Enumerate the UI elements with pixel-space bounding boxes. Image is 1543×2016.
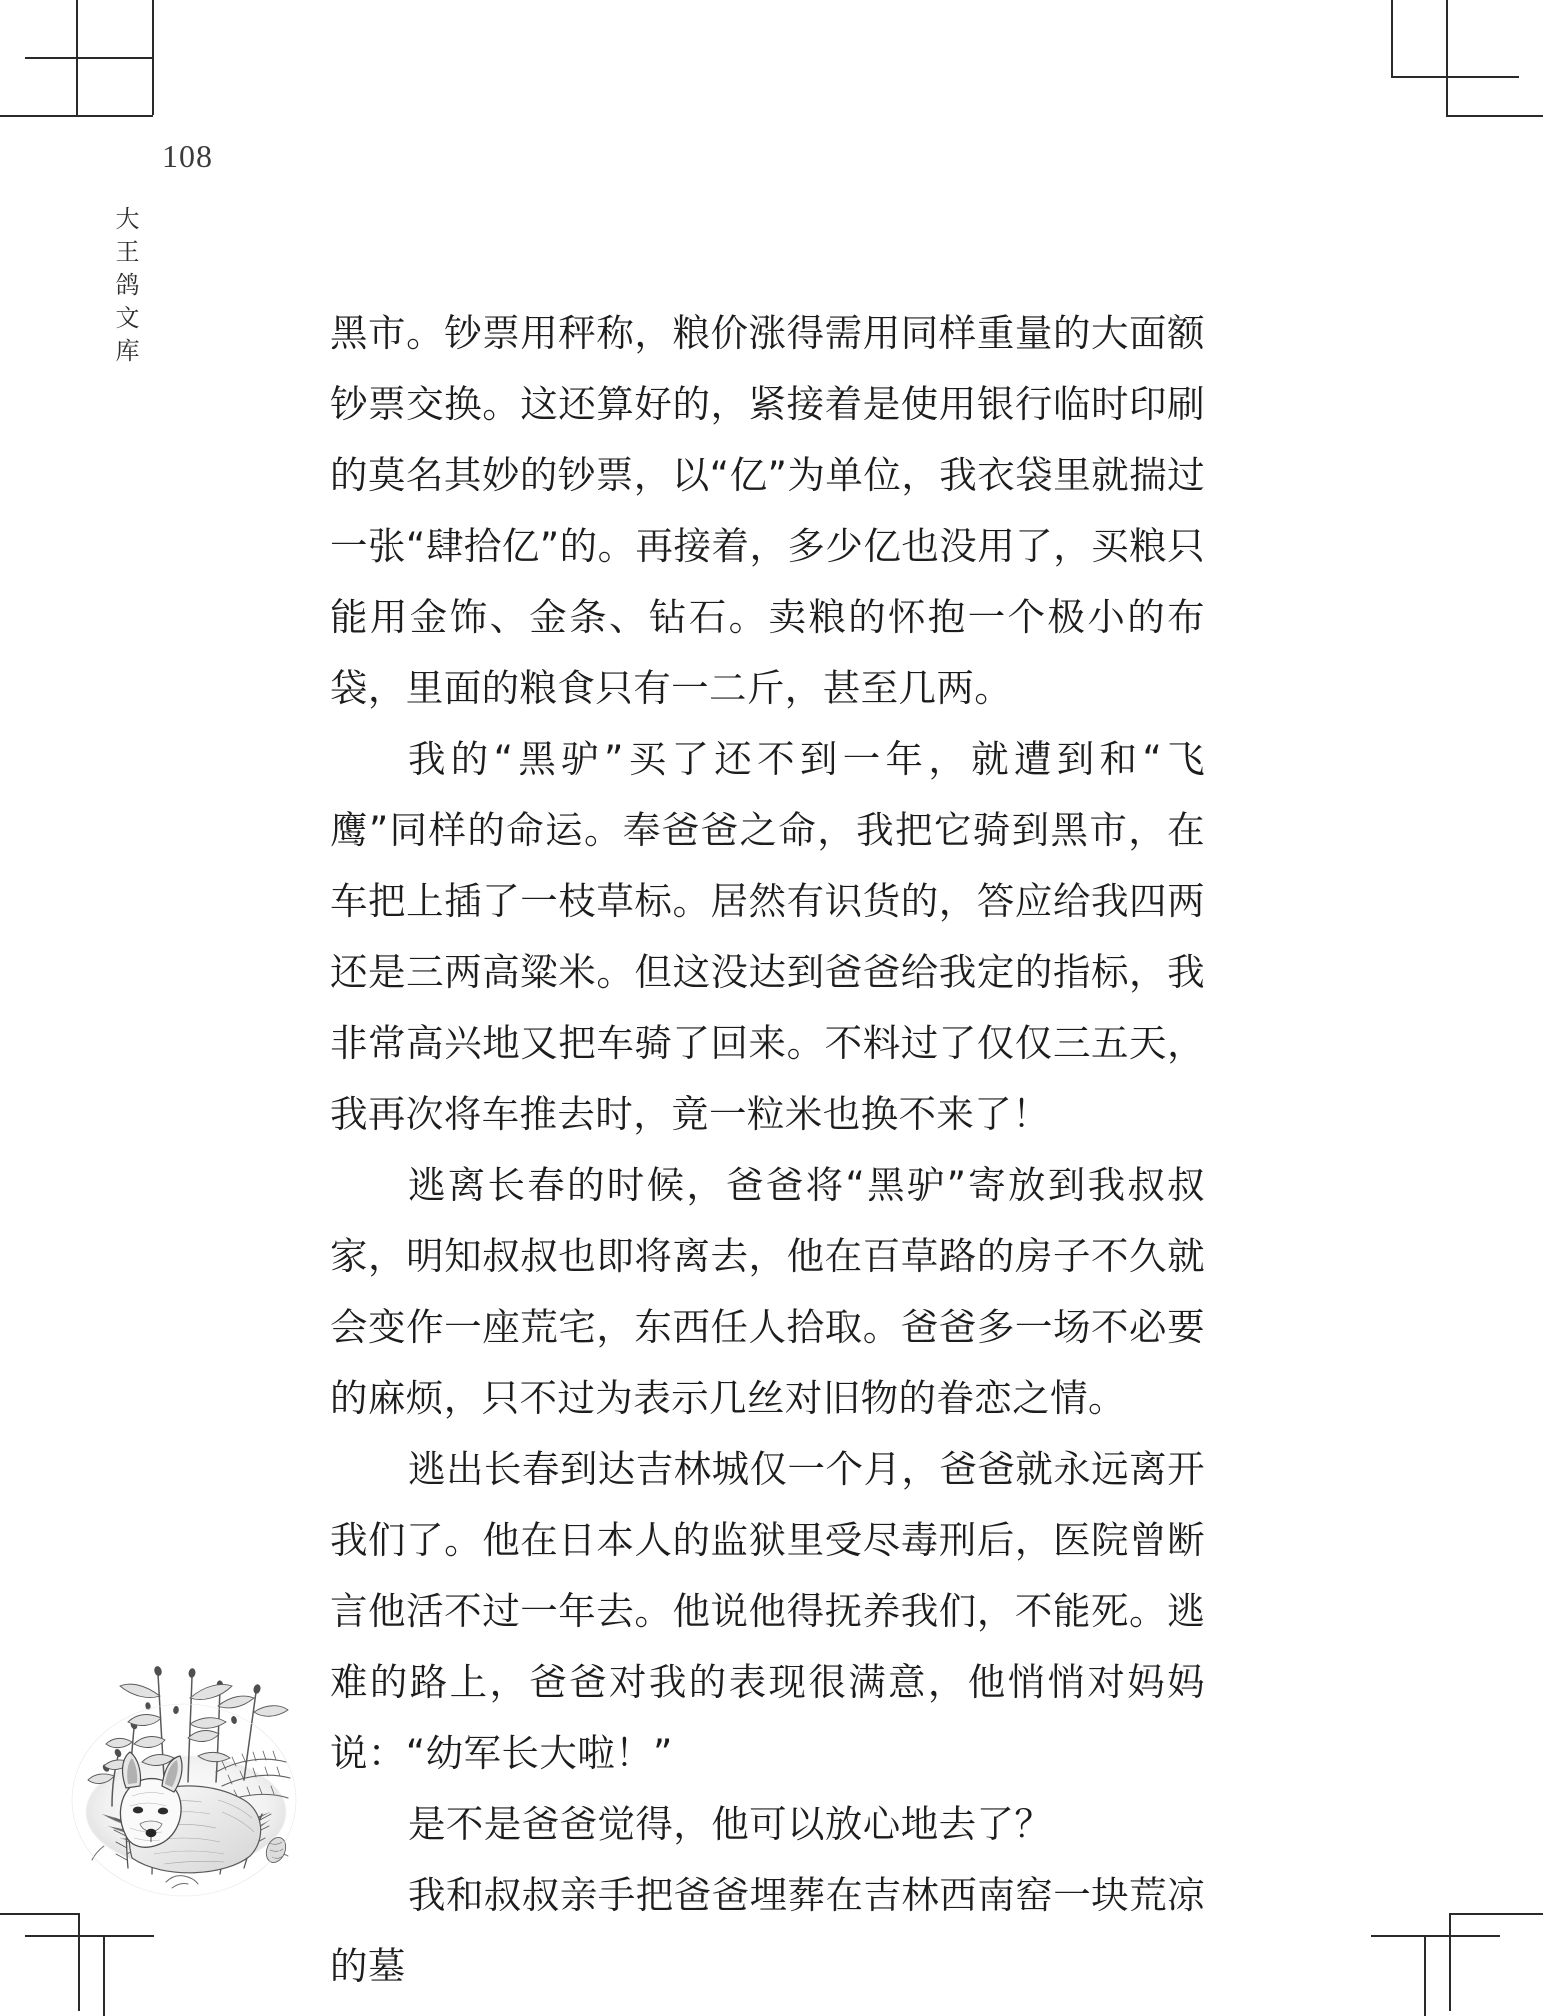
crop-mark-bottom-left-outer-vertical [78,1913,80,2011]
fox-sketch-svg [68,1600,300,1900]
fox-illustration [68,1600,300,1900]
paragraph: 是不是爸爸觉得，他可以放心地去了？ [408,1802,1053,1846]
crop-mark-top-left-outer-horizontal [0,115,76,117]
paragraph: 逃离长春的时候，爸爸将“黑驴”寄放到我叔叔家，明知叔叔也即将离去，他在百草路的房子不久就会变作一座荒宅，东西任人拾取。爸爸多一场不必要的麻烦，只不过为表示几丝对旧物的眷恋之情。 [330,1163,1205,1420]
paragraph: 我的“黑驴”买了还不到一年，就遭到和“飞鹰”同样的命运。奉爸爸之命，我把它骑到黑市，在车把上插了一枝草标。居然有识货的，答应给我四两还是三两高粱米。但这没达到爸爸给我定的指标，我非常高兴地又把车骑了回来。不料过了仅仅三五天，我再次将车推去时，竟一粒米也换不来了！ [330,737,1205,1136]
crop-mark-bottom-right-outer-vertical [1449,1913,1451,2011]
crop-mark-top-right-trim-vertical [1446,20,1448,115]
paragraph: 逃出长春到达吉林城仅一个月，爸爸就永远离开我们了。他在日本人的监狱里受尽毒刑后，医院曾断言他活不过一年去。他说他得抚养我们，不能死。逃难的路上，爸爸对我的表现很满意，他悄悄对妈妈说：“幼军长大啦！” [330,1447,1205,1775]
crop-mark-top-left-trim-horizontal [76,115,153,117]
crop-mark-bottom-left-inner-vertical [103,1935,105,2016]
crop-mark-top-left-inner-horizontal [25,57,153,59]
series-running-head: 大王鸽文库 [111,206,139,371]
crop-mark-top-right-outer-horizontal [1446,115,1543,117]
crop-mark-bottom-left-outer-horizontal [0,1913,79,1915]
crop-mark-top-right-inner-vertical [1391,0,1393,76]
crop-mark-top-left-inner-vertical [152,0,154,57]
crop-mark-bottom-right-inner-horizontal [1371,1935,1500,1937]
fox-nose [146,1829,157,1837]
crop-mark-bottom-left-inner-horizontal [25,1935,154,1937]
fox-eye-right [158,1808,168,1815]
body-text-block [330,298,1205,2002]
page-number: 108 [162,138,213,174]
paragraph: 我和叔叔亲手把爸爸埋葬在吉林西南窑一块荒凉的墓 [330,1873,1205,1988]
crop-mark-top-left-trim-vertical [152,57,154,115]
paragraph: 黑市。钞票用秤称，粮价涨得需用同样重量的大面额钞票交换。这还算好的，紧接着是使用银行临时印刷的莫名其妙的钞票，以“亿”为单位，我衣袋里就揣过一张“肆拾亿”的。再接着，多少亿也没用了，买粮只能用金饰、金条、钻石。卖粮的怀抱一个极小的布袋，里面的粮食只有一二斤，甚至几两。 [330,311,1205,710]
crop-mark-bottom-right-inner-vertical [1424,1935,1426,2016]
fox-eye-left [133,1807,143,1814]
crop-mark-bottom-right-outer-horizontal [1450,1913,1543,1915]
crop-mark-top-right-inner-horizontal [1391,76,1519,78]
